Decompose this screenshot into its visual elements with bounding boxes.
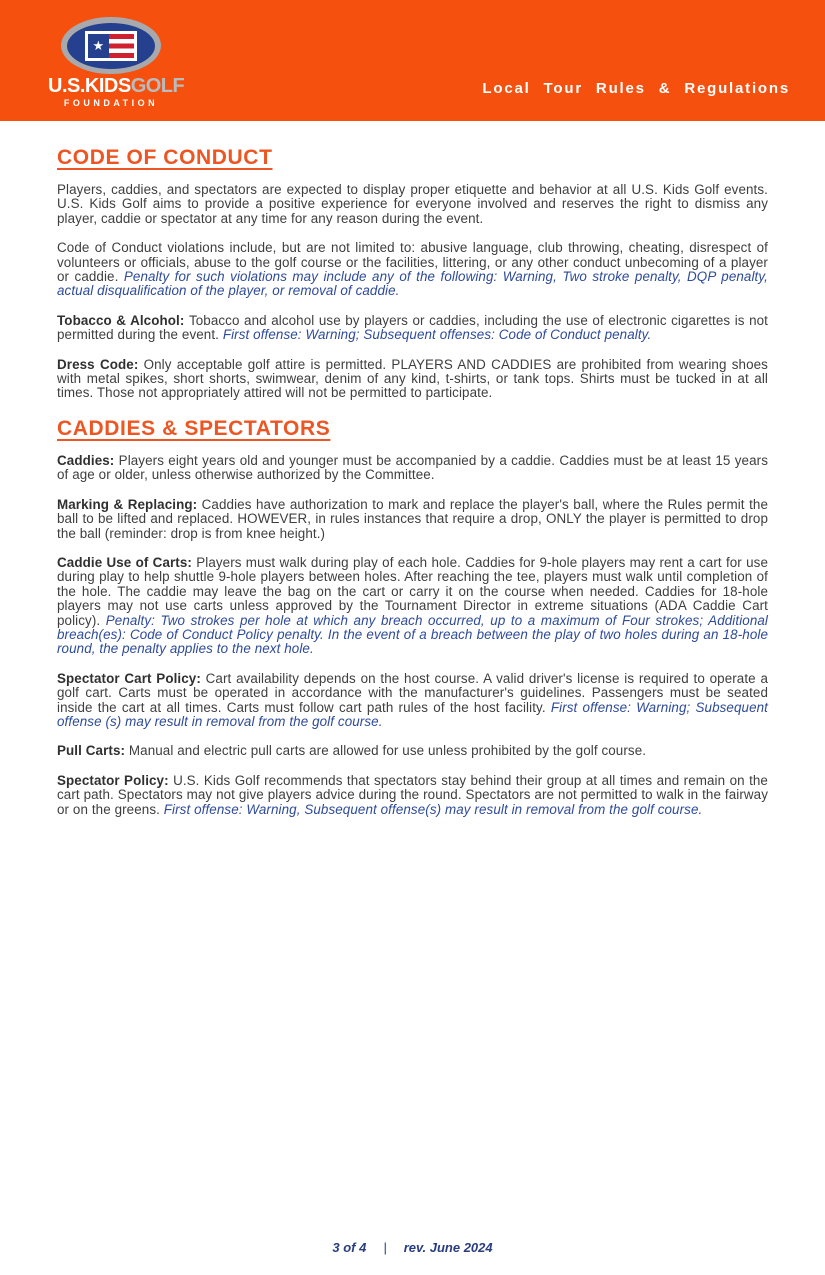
paragraph xyxy=(57,183,768,226)
paragraph xyxy=(57,774,768,817)
paragraph-text: Players must walk during play of each hole. Caddies for 9-hole players may rent a cart for use during play to help shuttle 9-hole players between holes. After reaching the tee, players must walk until completion of the hole. The caddie may leave the bag on the cart or carry it on the course when needed. Caddies for 18-hole players may not use carts unless approved by the Tournament Director in extreme situations (ADA Caddie Cart policy). xyxy=(57,554,768,628)
paragraph-text: Code of Conduct violations include, but are not limited to: abusive language, club throwing, cheating, disrespect of volunteers or officials, abuse to the golf course or the facilities, littering, or any other conduct unbecoming of a player or caddie. xyxy=(57,240,768,285)
paragraph-label: Spectator Cart Policy: xyxy=(57,670,206,686)
paragraph-text: Players, caddies, and spectators are expected to display proper etiquette and behavior at all U.S. Kids Golf events. U.S. Kids Golf aims to provide a positive experience for everyone involved and reserves the right to dismiss any player, caddie or spectator at any time for any reason during the event. xyxy=(57,182,768,226)
flag-star-icon: ★ xyxy=(88,34,109,58)
header-title: Local Tour Rules & Regulations xyxy=(482,80,790,97)
page-footer xyxy=(0,1240,825,1255)
paragraph-label: Tobacco & Alcohol: xyxy=(57,312,189,328)
paragraph-text: Players eight years old and younger must be accompanied by a caddie. Caddies must be at least 15 years of age or older, unless otherwise authorized by the Committee. xyxy=(57,452,768,483)
paragraph-text: Only acceptable golf attire is permitted. PLAYERS AND CADDIES are prohibited from wearing shoes with metal spikes, short shorts, swimwear, denim of any kind, t-shirts, or tank tops. Shirts must be tucked in at all times. Those not appropriately attired will not be permitted to participate. xyxy=(57,356,768,401)
paragraph-label: Caddies: xyxy=(57,452,119,468)
paragraph xyxy=(57,241,768,299)
revision-date: rev. June 2024 xyxy=(403,1240,493,1255)
logo-wordmark xyxy=(48,75,185,97)
section-heading: CODE OF CONDUCT xyxy=(57,146,273,169)
paragraph-text: Cart availability depends on the host course. A valid driver's license is required to operate a golf cart. Carts must be operated in accordance with the manufacturer's guidelines. Passengers must be seated inside the cart at all times. Carts must follow cart path rules of the host facility. xyxy=(57,670,768,715)
paragraph xyxy=(57,358,768,401)
logo-emblem-ellipse xyxy=(61,17,161,74)
us-flag-icon xyxy=(85,31,137,61)
penalty-text: Penalty for such violations may include any of the following: Warning, Two stroke penalty, DQP penalty, actual disqualification of the player, or removal of caddie. xyxy=(57,269,768,299)
paragraph-text: Tobacco and alcohol use by players or caddies, including the use of electronic cigarettes is not permitted during the event. xyxy=(57,312,768,343)
paragraph-label: Pull Carts: xyxy=(57,743,129,759)
uskids-golf-foundation-logo xyxy=(48,9,185,108)
logo-brand-secondary: GOLF xyxy=(130,75,185,97)
paragraph xyxy=(57,556,768,657)
logo-foundation-label: FOUNDATION xyxy=(63,98,159,108)
paragraph-label: Marking & Replacing: xyxy=(57,496,202,512)
paragraph-label: Spectator Policy: xyxy=(57,772,174,788)
penalty-text: Penalty: Two strokes per hole at which any breach occurred, up to a maximum of Four strokes; Additional breach(es): Code of Conduct Policy penalty. In the event of a breach between the play of two holes during an 18-hole round, the penalty applies to the next hole. xyxy=(57,612,768,657)
paragraph-label: Caddie Use of Carts: xyxy=(57,554,197,570)
paragraph-label: Dress Code: xyxy=(57,356,144,372)
penalty-text: First offense: Warning; Subsequent offenses: Code of Conduct penalty. xyxy=(222,327,652,343)
page-header xyxy=(0,0,825,121)
paragraph xyxy=(57,672,768,730)
paragraph-text: Manual and electric pull carts are allowed for use unless prohibited by the golf course. xyxy=(128,743,647,759)
paragraph xyxy=(57,498,768,541)
paragraph xyxy=(57,454,768,483)
penalty-text: First offense: Warning; Subsequent offense (s) may result in removal from the golf course. xyxy=(57,699,768,729)
document-content xyxy=(0,121,825,817)
section-heading: CADDIES & SPECTATORS xyxy=(57,416,331,440)
flag-stripes xyxy=(109,34,134,58)
page-number: 3 of 4 xyxy=(332,1240,367,1255)
paragraph xyxy=(57,744,768,758)
paragraph-text: U.S. Kids Golf recommends that spectators stay behind their group at all times and remain on the cart path. Spectators may not give players advice during the round. Spectators are not permitted to walk in the fairway or on the greens. xyxy=(57,772,768,817)
logo-brand-primary: U.S.KIDS xyxy=(48,75,131,97)
logo-emblem-inner xyxy=(67,23,155,69)
paragraph-text: Caddies have authorization to mark and replace the player's ball, where the Rules permit the ball to be lifted and replaced. HOWEVER, in rules instances that require a drop, ONLY the player is permitted to drop the ball (reminder: drop is from knee height.) xyxy=(57,496,768,541)
penalty-text: First offense: Warning, Subsequent offense(s) may result in removal from the golf course. xyxy=(163,801,703,817)
paragraph xyxy=(57,314,768,343)
footer-divider: | xyxy=(383,1240,387,1255)
